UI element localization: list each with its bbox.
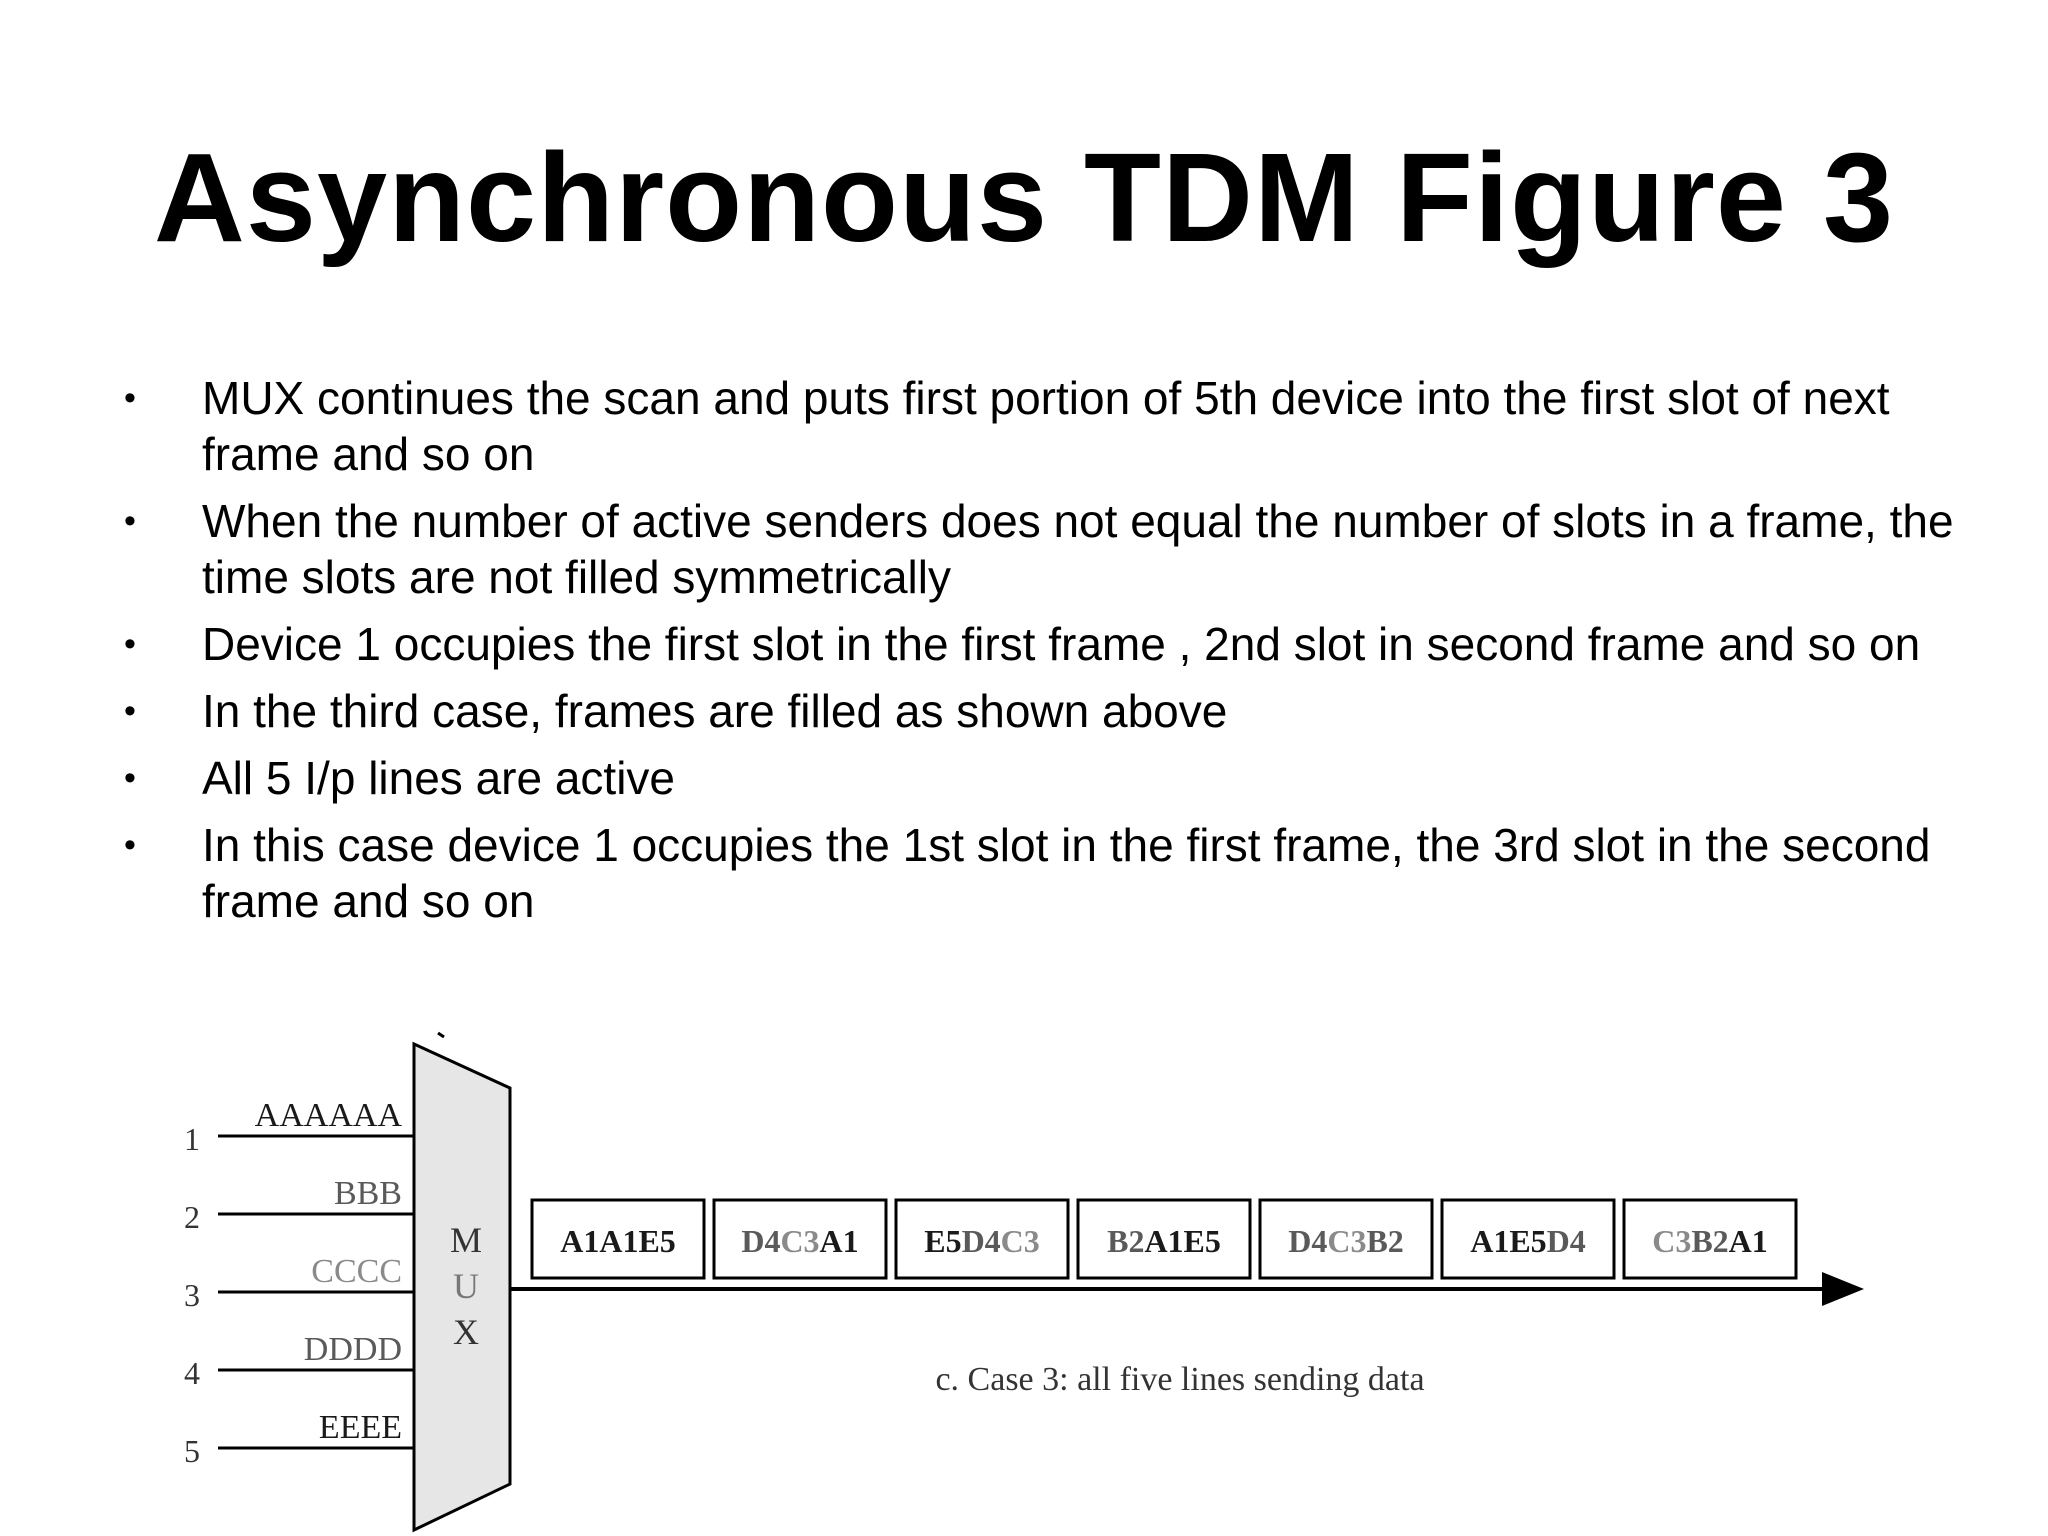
mux-letter: U: [453, 1266, 479, 1306]
bullet-text: In the third case, frames are filled as shown above: [202, 685, 1228, 737]
bullet-text: In this case device 1 occupies the 1st slot in the first frame, the 3rd slot in the second frame and so on: [202, 819, 1931, 927]
bullet-item: [120, 616, 1980, 672]
bullet-text: MUX continues the scan and puts first portion of 5th device into the first slot of next frame and so on: [202, 372, 1890, 480]
bullet-text: All 5 I/p lines are active: [202, 752, 676, 804]
bullet-item: [120, 750, 1980, 806]
frame-slot: D4: [1288, 1223, 1328, 1259]
bullet-icon: •: [124, 379, 136, 417]
frame-slot: B2: [1366, 1223, 1404, 1259]
input-data-label: CCCC: [311, 1253, 402, 1290]
bullet-item: [120, 370, 1980, 482]
mux-top-tick: [438, 1033, 444, 1037]
bullet-text: When the number of active senders does not equal the number of slots in a frame, the time slots are not filled symmetrically: [202, 495, 1954, 603]
input-data-label: EEEE: [318, 1409, 402, 1446]
bullet-icon: •: [124, 502, 136, 540]
input-lines: [184, 1097, 414, 1469]
bullet-item: [120, 817, 1980, 929]
frame-slot: E5: [638, 1223, 676, 1259]
frame-label: [1288, 1223, 1404, 1259]
frame-slot: D4: [741, 1223, 781, 1259]
bullet-item: [120, 493, 1980, 605]
bullet-list: [120, 370, 1980, 940]
frame-label: [560, 1223, 676, 1259]
frame-slot: B2: [1691, 1223, 1729, 1259]
mux-letter: M: [449, 1220, 483, 1260]
frame-slot: B2: [1107, 1223, 1145, 1259]
frame-slot: C3: [1327, 1223, 1367, 1259]
frame-slot: D4: [961, 1223, 1001, 1259]
input-number: 4: [184, 1355, 200, 1391]
frame-slot: A1: [1728, 1223, 1768, 1259]
frame-slot: A1: [819, 1223, 859, 1259]
diagram-caption: c. Case 3: all five lines sending data: [935, 1361, 1425, 1398]
bullet-icon: •: [124, 826, 136, 864]
frame-slot: A1: [1144, 1223, 1184, 1259]
mux-letter: X: [453, 1312, 479, 1352]
output-arrow-icon: [1822, 1272, 1864, 1306]
frame-label: [741, 1223, 858, 1259]
input-number: 1: [184, 1121, 200, 1157]
input-data-label: AAAAAA: [254, 1097, 402, 1134]
frame-slot: A1: [1470, 1223, 1510, 1259]
input-number: 2: [184, 1199, 200, 1235]
frame-slot: D4: [1546, 1223, 1586, 1259]
input-number: 5: [184, 1433, 200, 1469]
input-number: 3: [184, 1277, 200, 1313]
frame-label: [1652, 1223, 1768, 1259]
frame-slot: E5: [924, 1223, 962, 1259]
frame-slot: C3: [1000, 1223, 1040, 1259]
frame-slot: A1: [599, 1223, 639, 1259]
frame-label: [924, 1223, 1040, 1259]
frame-slot: A1: [560, 1223, 600, 1259]
frame-label: [1107, 1223, 1221, 1259]
frame-sequence: [532, 1200, 1796, 1278]
frame-slot: E5: [1509, 1223, 1547, 1259]
frame-label: [1470, 1223, 1586, 1259]
bullet-icon: •: [124, 625, 136, 663]
slide-title: Asynchronous TDM Figure 3: [153, 127, 1895, 268]
bullet-text: Device 1 occupies the first slot in the first frame , 2nd slot in second frame and so on: [202, 618, 1921, 670]
bullet-icon: •: [124, 692, 136, 730]
bullet-item: [120, 683, 1980, 739]
frame-slot: C3: [780, 1223, 820, 1259]
tdm-diagram: [0, 1000, 2048, 1536]
input-data-label: BBB: [333, 1175, 402, 1212]
frame-slot: E5: [1183, 1223, 1221, 1259]
input-data-label: DDDD: [303, 1331, 402, 1368]
bullet-icon: •: [124, 759, 136, 797]
frame-slot: C3: [1652, 1223, 1692, 1259]
